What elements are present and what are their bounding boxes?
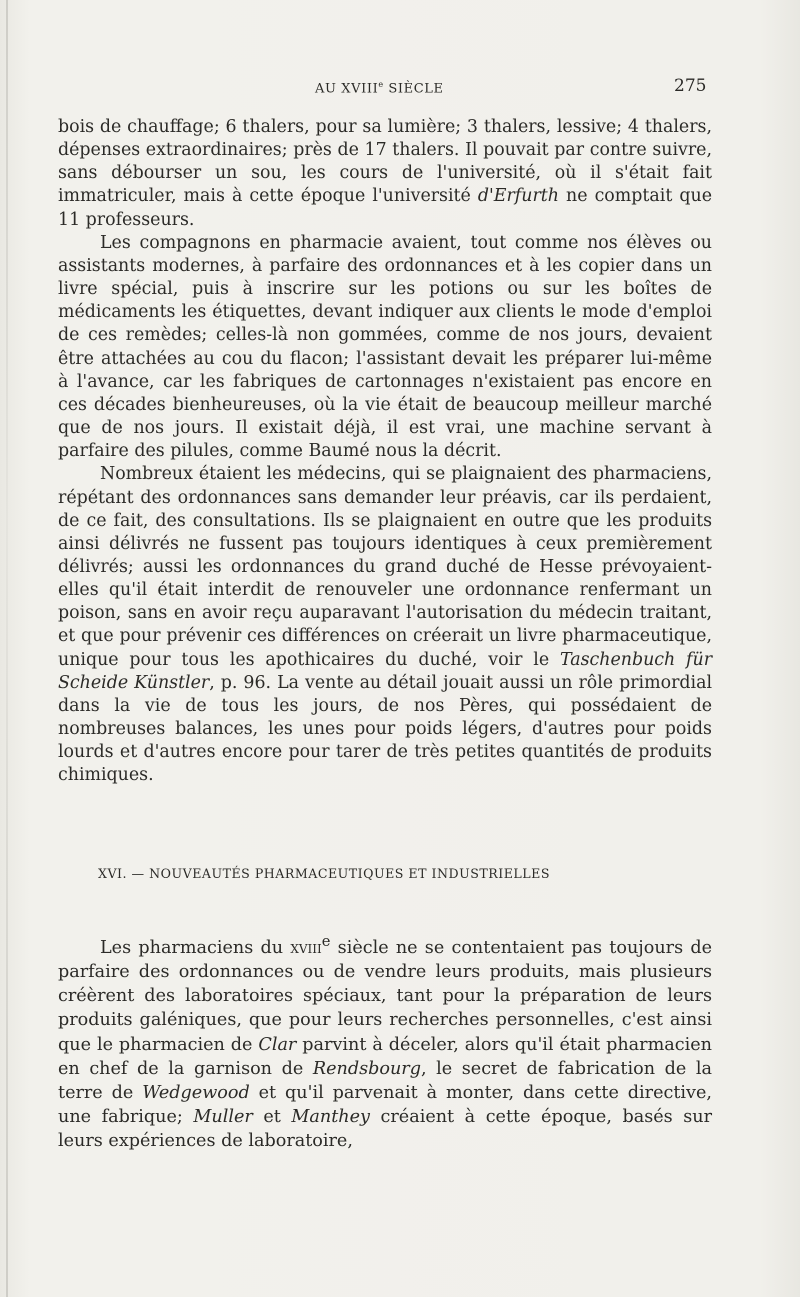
- section-paragraph-1: Les pharmaciens du xviii$^e$ siècle ne se contentaient pas toujours de parfaire des ordonnances ou de vendre leurs produits, mais plusieurs créèrent des laboratoires spéciaux, tant pour la préparation de leurs produits galéniques, que pour leurs recherches personnelles, c'est ainsi que le pharmacien de Clar parvint à déceler, alors qu'il était pharmacien en chef de la garnison de Rendsbourg, le secret de fabrication de la terre de Wedgewood et qu'il parvenait à monter, dans cette directive, une fabrique; Muller et Manthey créaient à cette époque, basés sur leurs expériences de laboratoire,: [58, 933, 712, 1152]
- book-title: Taschenbuch für Scheide Künstler: [58, 649, 713, 693]
- name-rendsbourg: Rendsbourg: [312, 1058, 421, 1079]
- name-wedgewood: Wedgewood: [142, 1083, 250, 1104]
- paragraph-2: Les compagnons en pharmacie avaient, tout comme nos élèves ou assistants modernes, à parfaire des ordonnances et à les copier dans un livre spécial, puis à inscrire sur les potions ou sur les boîtes de médicaments les étiquettes, devant indiquer aux clients le mode d'emploi de ces remèdes; celles-là non gommées, comme de nos jours, devaient être attachées au cou du flacon; l'assistant devait les préparer lui-même à l'avance, car les fabriques de cartonnages n'existaient pas encore en ces décades bienheureuses, où la vie était de beaucoup meilleur marché que de nos jours. Il existait déjà, il est vrai, une machine servant à parfaire des pilules, comme Baumé nous la décrit.: [58, 232, 712, 462]
- paragraph-1: bois de chauffage; 6 thalers, pour sa lumière; 3 thalers, lessive; 4 thalers, dépenses extraordinaires; près de 17 thalers. Il pouvait par contre suivre, sans débourser un sou, les cours de l'université, où il s'était fait immatriculer, mais à cette époque l'université d'Erfurth ne comptait que 11 professeurs.: [58, 117, 712, 230]
- running-head-title: AU XVIIIe SIÈCLE: [315, 80, 444, 97]
- section-text: [58, 930, 712, 1154]
- place-erfurth: d'Erfurth: [477, 186, 559, 207]
- page-gutter-edge: [6, 0, 8, 1297]
- section-heading: XVI. — NOUVEAUTÉS PHARMACEUTIQUES ET INDUSTRIELLES: [98, 866, 550, 881]
- paragraph-3: Nombreux étaient les médecins, qui se plaignaient des pharmaciens, répétant des ordonnances sans demander leur préavis, car ils perdaient, de ce fait, des consultations. Ils se plaignaient en outre que les produits ainsi délivrés ne fussent pas toujours identiques à ceux premièrement délivrés; aussi les ordonnances du grand duché de Hesse prévoyaient-elles qu'il était interdit de renouveler une ordonnance renfermant un poison, sans en avoir reçu auparavant l'autorisation du médecin traitant, et que pour prévenir ces différences on créerait un livre pharmaceutique, unique pour tous les apothicaires du duché, voir le Taschenbuch für Scheide Künstler, p. 96. La vente au détail jouait aussi un rôle primordial dans la vie de tous les jours, de nos Pères, qui possédaient de nombreuses balances, les unes pour poids légers, d'autres pour poids lourds et d'autres encore pour tarer de très petites quantités de produits chimiques.: [58, 464, 713, 786]
- page-number: 275: [674, 76, 707, 96]
- name-muller: Muller: [193, 1107, 253, 1128]
- name-clar: Clar: [258, 1034, 297, 1055]
- running-head: [0, 76, 800, 100]
- main-text: [58, 116, 712, 788]
- name-manthey: Manthey: [291, 1107, 370, 1128]
